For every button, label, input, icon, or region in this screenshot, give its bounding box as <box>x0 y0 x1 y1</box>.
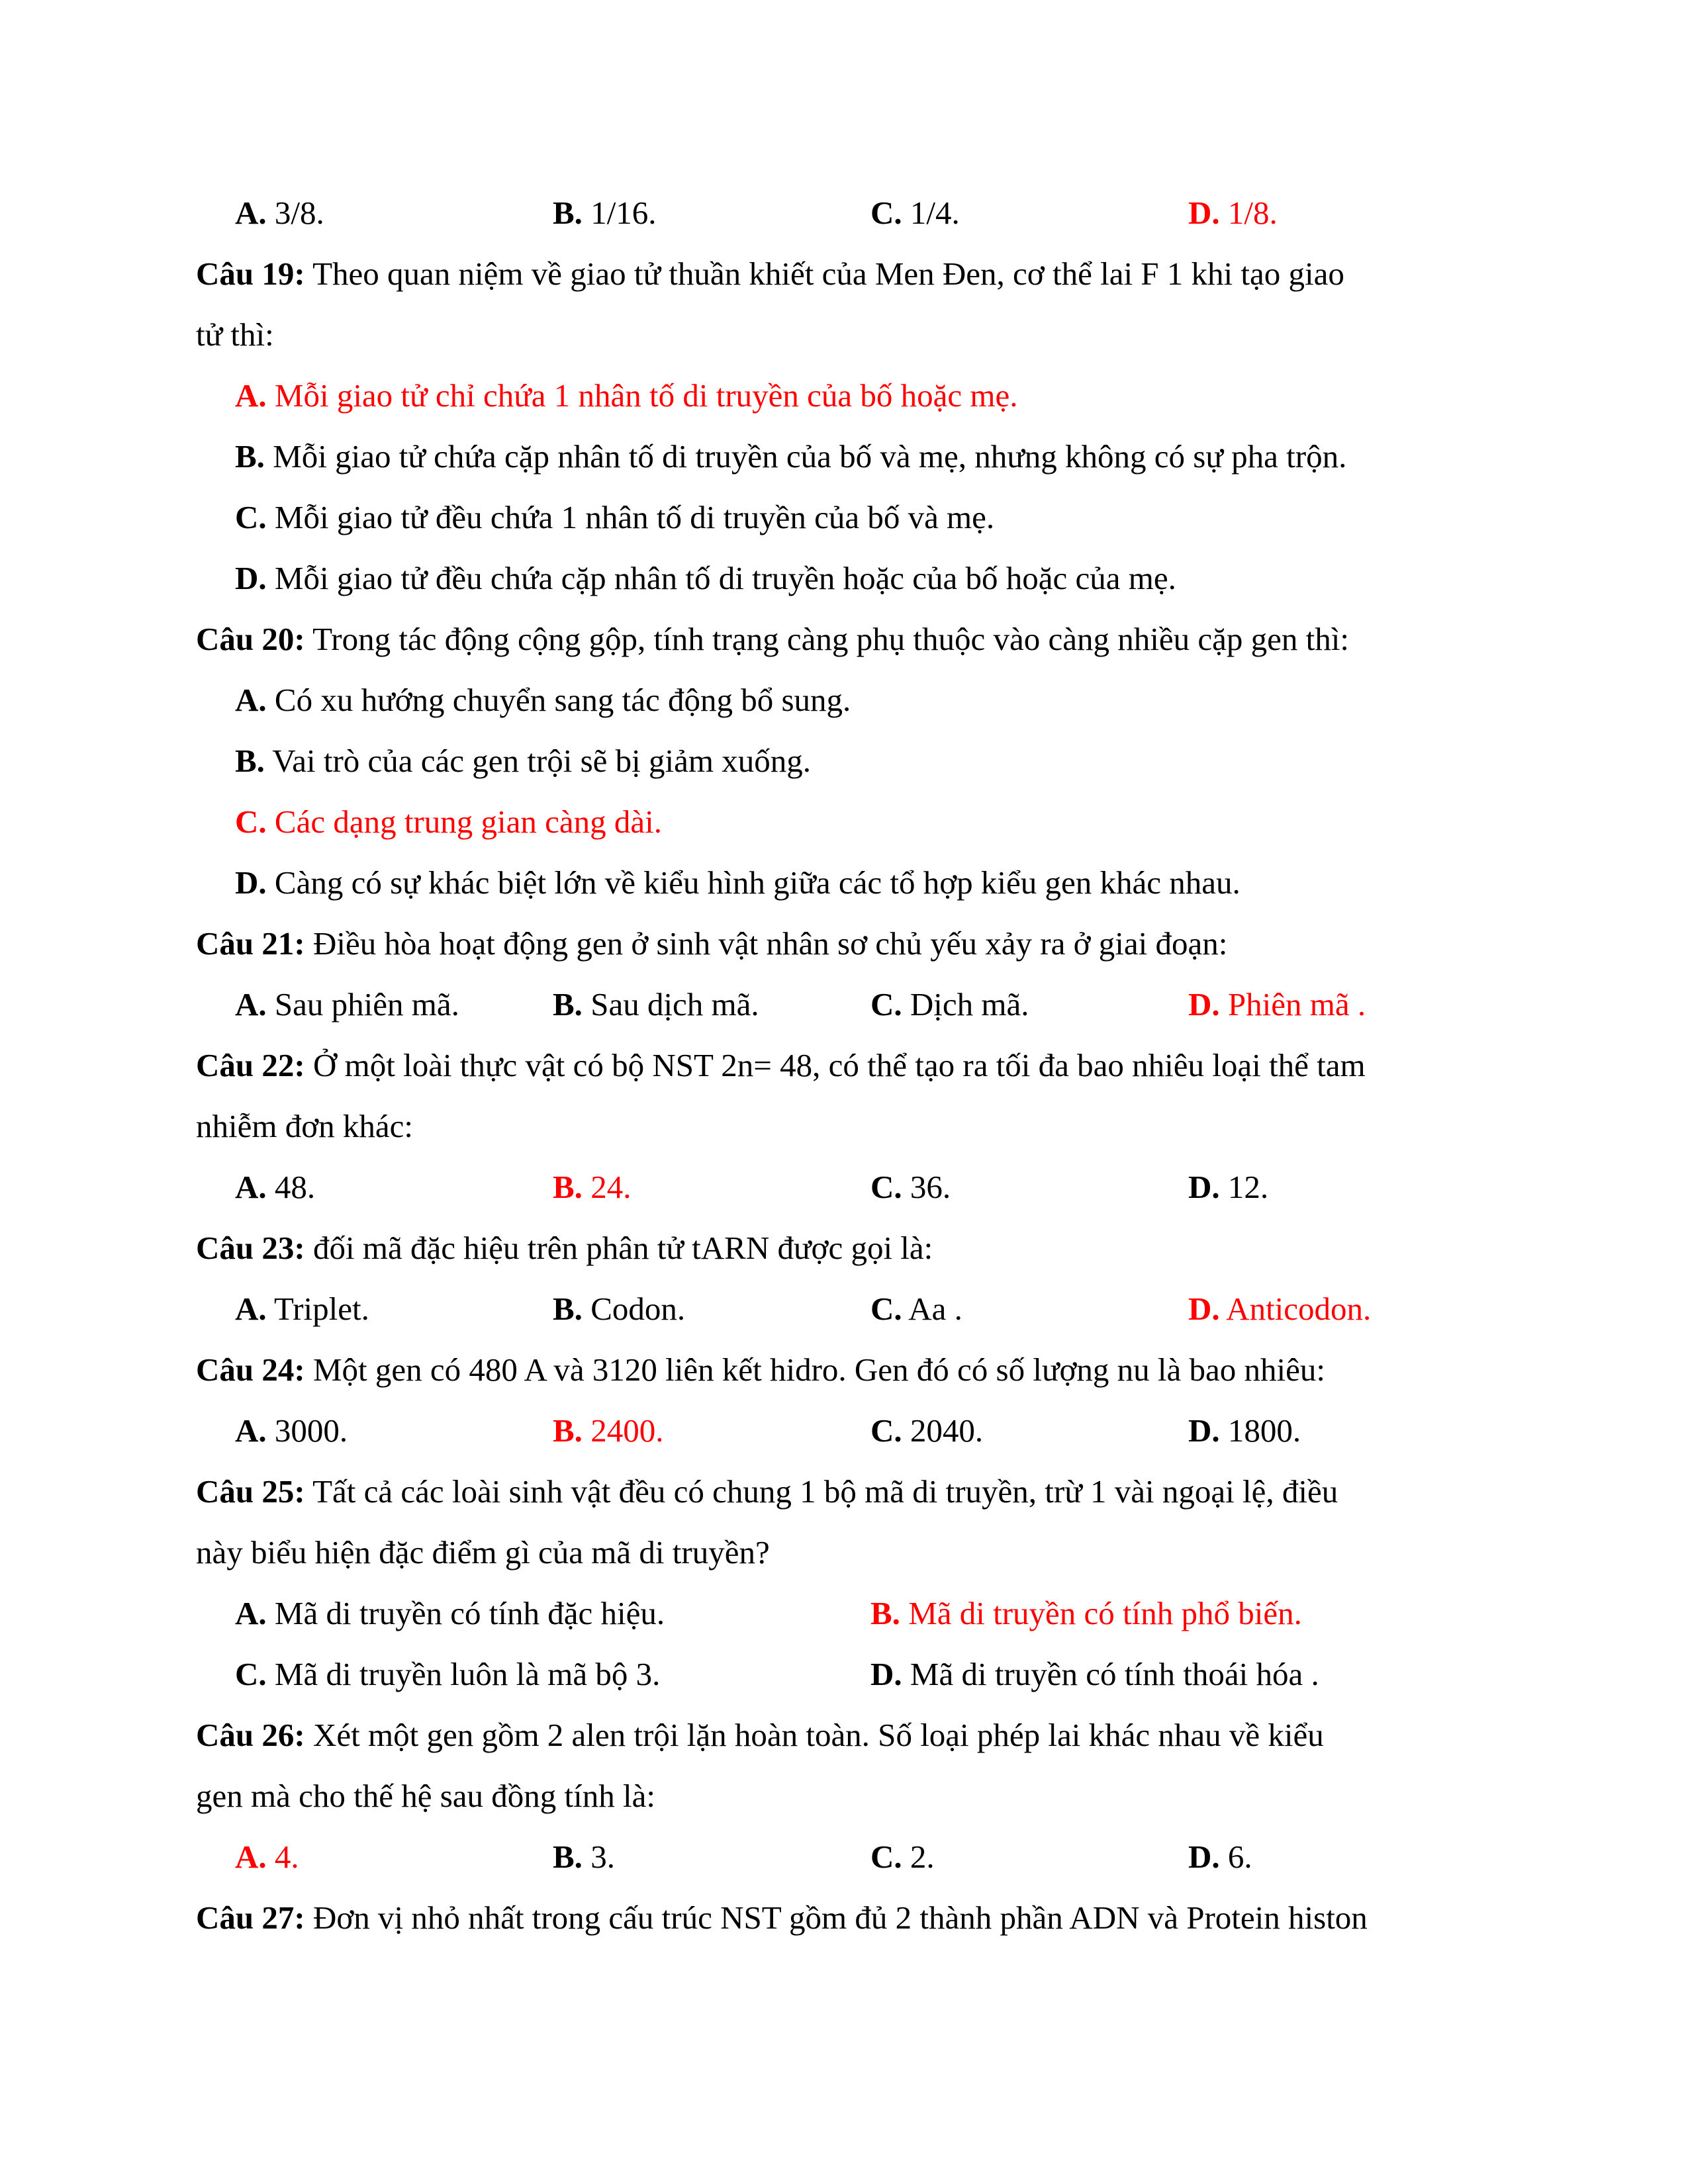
q19-option-d: D. Mỗi giao tử đều chứa cặp nhân tố di truyền hoặc của bố hoặc của mẹ. <box>235 560 1176 596</box>
q22-option-c: C. 36. <box>870 1169 951 1205</box>
q22-option-b-answer: B. 24. <box>553 1169 632 1205</box>
q22-stem: Câu 22: Ở một loài thực vật có bộ NST 2n= 48, có thể tạo ra tối đa bao nhiêu loại thể tam <box>196 1047 1366 1083</box>
q19-option-a-answer: A. Mỗi giao tử chỉ chứa 1 nhân tố di truyền của bố hoặc mẹ. <box>235 377 1018 414</box>
q20-option-a: A. Có xu hướng chuyển sang tác động bổ sung. <box>235 682 851 718</box>
q23-option-d-answer: D. Anticodon. <box>1188 1291 1372 1327</box>
q23-option-b: B. Codon. <box>553 1291 686 1327</box>
q22-option-d: D. 12. <box>1188 1169 1269 1205</box>
q24-stem: Câu 24: Một gen có 480 A và 3120 liên kết hidro. Gen đó có số lượng nu là bao nhiêu: <box>196 1351 1326 1388</box>
q20-option-d: D. Càng có sự khác biệt lớn về kiểu hình giữa các tổ hợp kiểu gen khác nhau. <box>235 864 1241 901</box>
q23-option-c: C. Aa . <box>870 1291 962 1327</box>
q26-option-b: B. 3. <box>553 1839 615 1875</box>
q18-option-d-answer: D. 1/8. <box>1188 195 1278 231</box>
q26-option-a-answer: A. 4. <box>235 1839 299 1875</box>
q26-option-d: D. 6. <box>1188 1839 1252 1875</box>
q25-option-a: A. Mã di truyền có tính đặc hiệu. <box>235 1595 665 1631</box>
q25-stem-cont: này biểu hiện đặc điểm gì của mã di truyền? <box>196 1534 770 1570</box>
q20-option-b: B. Vai trò của các gen trội sẽ bị giảm xuống. <box>235 743 811 779</box>
q27-stem: Câu 27: Đơn vị nhỏ nhất trong cấu trúc NST gồm đủ 2 thành phần ADN và Protein histon <box>196 1899 1368 1936</box>
q24-option-c: C. 2040. <box>870 1412 984 1449</box>
q24-option-b-answer: B. 2400. <box>553 1412 664 1449</box>
q22-option-a: A. 48. <box>235 1169 316 1205</box>
q24-option-a: A. 3000. <box>235 1412 348 1449</box>
q25-option-c: C. Mã di truyền luôn là mã bộ 3. <box>235 1656 661 1692</box>
q19-stem-cont: tử thì: <box>196 316 274 353</box>
q18-option-c: C. 1/4. <box>870 195 960 231</box>
q26-stem: Câu 26: Xét một gen gồm 2 alen trội lặn hoàn toàn. Số loại phép lai khác nhau về kiểu <box>196 1717 1324 1753</box>
q23-option-a: A. Triplet. <box>235 1291 369 1327</box>
q26-stem-cont: gen mà cho thế hệ sau đồng tính là: <box>196 1778 655 1814</box>
q20-stem: Câu 20: Trong tác động cộng gộp, tính trạng càng phụ thuộc vào càng nhiều cặp gen thì: <box>196 621 1349 657</box>
q20-option-c-answer: C. Các dạng trung gian càng dài. <box>235 803 662 840</box>
q23-stem: Câu 23: đối mã đặc hiệu trên phân tử tARN được gọi là: <box>196 1230 933 1266</box>
q21-option-a: A. Sau phiên mã. <box>235 986 459 1023</box>
q18-option-a: A. 3/8. <box>235 195 324 231</box>
q24-option-d: D. 1800. <box>1188 1412 1301 1449</box>
q25-option-d: D. Mã di truyền có tính thoái hóa . <box>870 1656 1319 1692</box>
q19-option-b: B. Mỗi giao tử chứa cặp nhân tố di truyền của bố và mẹ, nhưng không có sự pha trộn. <box>235 438 1347 475</box>
q18-option-b: B. 1/16. <box>553 195 657 231</box>
q19-option-c: C. Mỗi giao tử đều chứa 1 nhân tố di truyền của bố và mẹ. <box>235 499 995 535</box>
q22-stem-cont: nhiễm đơn khác: <box>196 1108 413 1144</box>
q25-option-b-answer: B. Mã di truyền có tính phổ biến. <box>870 1595 1302 1631</box>
q21-stem: Câu 21: Điều hòa hoạt động gen ở sinh vật nhân sơ chủ yếu xảy ra ở giai đoạn: <box>196 925 1228 962</box>
q26-option-c: C. 2. <box>870 1839 935 1875</box>
q25-stem: Câu 25: Tất cả các loài sinh vật đều có chung 1 bộ mã di truyền, trừ 1 vài ngoại lệ, điều <box>196 1473 1338 1510</box>
q19-stem: Câu 19: Theo quan niệm về giao tử thuần khiết của Men Đen, cơ thể lai F 1 khi tạo giao <box>196 255 1344 292</box>
q21-option-b: B. Sau dịch mã. <box>553 986 759 1023</box>
q21-option-d-answer: D. Phiên mã . <box>1188 986 1366 1023</box>
q21-option-c: C. Dịch mã. <box>870 986 1029 1023</box>
